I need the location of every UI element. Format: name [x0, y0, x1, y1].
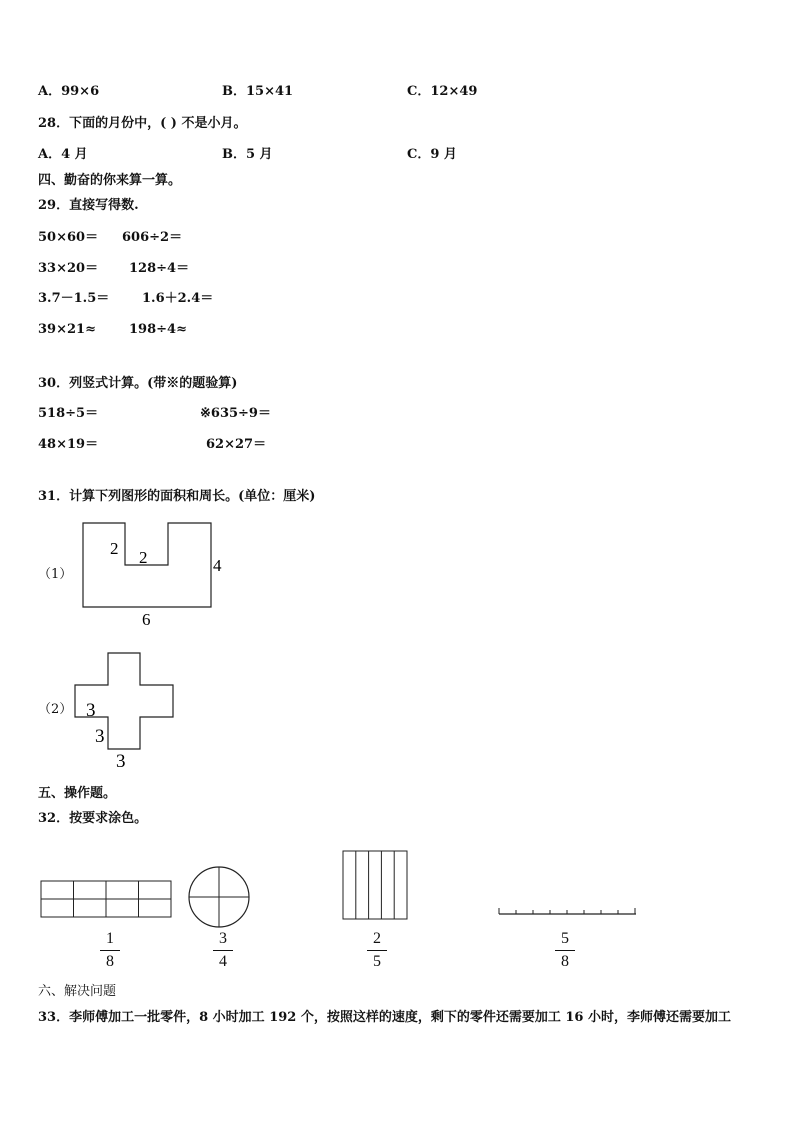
segment-line-eighths — [496, 902, 640, 918]
section-6-heading: 六、解决问题 — [38, 984, 117, 999]
figure-2-dim: 3 — [86, 700, 96, 721]
q30-item: 518÷5＝ — [38, 406, 99, 421]
q31-stem: 31．计算下列图形的面积和周长。(单位：厘米) — [38, 489, 316, 504]
fraction-numerator: 5 — [561, 930, 569, 947]
circle-quarters — [186, 864, 252, 930]
fraction-numerator: 1 — [106, 930, 114, 947]
q29-item: 39×21≈ — [38, 322, 96, 337]
fraction-numerator: 2 — [373, 930, 381, 947]
figure-1-dim: 4 — [213, 556, 222, 575]
q29-item: 606÷2＝ — [122, 230, 183, 245]
section-4-heading: 四、勤奋的你来算一算。 — [38, 173, 182, 188]
fraction-denominator: 8 — [561, 953, 569, 970]
fraction-5-8 — [555, 930, 575, 971]
figure-2-cross-shape — [70, 645, 190, 775]
section-5-heading: 五、操作题。 — [38, 786, 117, 801]
figure-2-label: （2） — [38, 702, 73, 717]
q27-option-a: A．99×6 — [38, 84, 100, 99]
figure-1-label: （1） — [38, 567, 73, 582]
q29-item: 128÷4＝ — [129, 261, 190, 276]
fraction-denominator: 8 — [106, 953, 114, 970]
fraction-numerator: 3 — [219, 930, 227, 947]
grid-rectangle-eighths — [38, 878, 174, 920]
fraction-denominator: 5 — [373, 953, 381, 970]
q29-item: 33×20＝ — [38, 261, 99, 276]
figure-2-dim: 3 — [95, 726, 105, 747]
q29-item: 50×60＝ — [38, 230, 99, 245]
q30-item: ※635÷9＝ — [200, 406, 271, 421]
figure-1-dim: 6 — [142, 610, 151, 629]
fraction-1-8 — [100, 930, 120, 971]
q29-item: 198÷4≈ — [129, 322, 187, 337]
q29-stem: 29．直接写得数. — [38, 198, 139, 213]
figure-2-dim: 3 — [116, 751, 126, 772]
q28-option-b: B．5 月 — [222, 147, 273, 162]
rectangle-fifths — [340, 848, 412, 922]
q27-option-b: B．15×41 — [222, 84, 294, 99]
figure-1-dim: 2 — [139, 548, 148, 567]
q27-option-c: C．12×49 — [407, 84, 478, 99]
figure-1-u-shape — [70, 515, 240, 635]
q32-stem: 32．按要求涂色。 — [38, 811, 148, 826]
fraction-2-5 — [367, 930, 387, 971]
fraction-3-4 — [213, 930, 233, 971]
q28-option-a: A．4 月 — [38, 147, 88, 162]
q28-option-c: C．9 月 — [407, 147, 457, 162]
q33-stem: 33．李师傅加工一批零件，8 小时加工 192 个，按照这样的速度，剩下的零件还需要加工 16 小时，李师傅还需要加工 — [38, 1010, 731, 1025]
q30-item: 48×19＝ — [38, 437, 99, 452]
fraction-denominator: 4 — [219, 953, 227, 970]
q29-item: 3.7－1.5＝ — [38, 291, 110, 306]
q30-stem: 30．列竖式计算。(带※的题验算) — [38, 376, 238, 391]
figure-1-dim: 2 — [110, 539, 119, 558]
q29-item: 1.6＋2.4＝ — [142, 291, 214, 306]
q28-stem: 28．下面的月份中，( ) 不是小月。 — [38, 116, 247, 131]
q30-item: 62×27＝ — [206, 437, 267, 452]
